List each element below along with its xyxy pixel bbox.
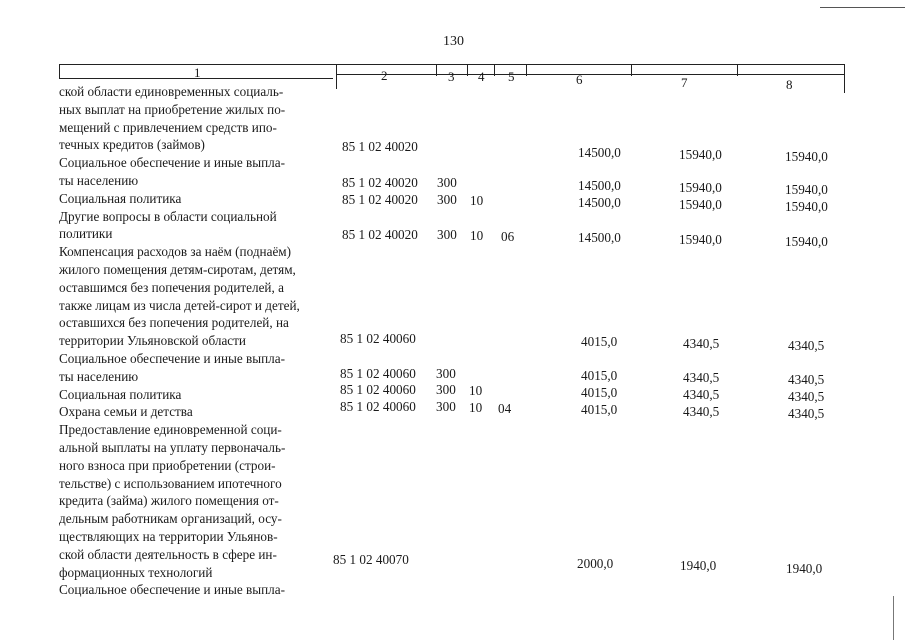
description-line: дельным работникам организаций, осу- — [59, 511, 282, 527]
value-col-6: 14500,0 — [578, 230, 621, 245]
scan-edge-top — [820, 7, 905, 8]
description-line: ных выплат на приобретение жилых по- — [59, 101, 286, 117]
value-col-6: 4015,0 — [581, 385, 618, 400]
csr-code: 85 1 02 40060 — [340, 366, 416, 381]
value-col-8: 4340,5 — [788, 406, 825, 421]
header-col-2: 2 — [381, 68, 388, 83]
value-col-8: 4340,5 — [788, 389, 825, 404]
description-line: ществляющих на территории Ульянов- — [59, 528, 278, 544]
description-line: ного взноса при приобретении (строи- — [59, 457, 276, 473]
description-line: Другие вопросы в области социальной — [59, 208, 277, 224]
description-line: тельстве) с использованием ипотечного — [59, 475, 282, 491]
description-line: Социальное обеспечение и иные выпла- — [59, 582, 285, 598]
description-line: ской области единовременных социаль- — [59, 84, 284, 99]
rz-code: 10 — [470, 193, 484, 208]
description-line: Социальная политика — [59, 386, 182, 402]
value-col-6: 14500,0 — [578, 178, 621, 193]
value-col-6: 14500,0 — [578, 195, 621, 210]
description-line: формационных технологий — [59, 564, 213, 580]
vr-code: 300 — [437, 227, 457, 242]
csr-code: 85 1 02 40020 — [342, 192, 418, 207]
value-col-7: 15940,0 — [679, 232, 722, 247]
header-col-6: 6 — [576, 72, 583, 87]
vr-code: 300 — [436, 399, 456, 414]
description-line: Социальное обеспечение и иные выпла- — [59, 155, 285, 171]
value-col-8: 4340,5 — [788, 372, 825, 387]
csr-code: 85 1 02 40020 — [342, 139, 418, 154]
col-divider — [526, 64, 527, 76]
value-col-7: 4340,5 — [683, 336, 720, 351]
value-col-7: 15940,0 — [679, 180, 722, 195]
header-col-3: 3 — [448, 69, 455, 84]
csr-code: 85 1 02 40070 — [333, 552, 409, 567]
value-col-8: 1940,0 — [786, 561, 823, 576]
description-line: Социальное обеспечение и иные выпла- — [59, 350, 285, 366]
value-col-7: 4340,5 — [683, 404, 720, 419]
pr-code: 06 — [501, 229, 515, 244]
rz-code: 10 — [469, 383, 483, 398]
header-mid-line-right — [336, 74, 845, 75]
rz-code: 10 — [469, 400, 483, 415]
value-col-6: 4015,0 — [581, 334, 618, 349]
value-col-8: 15940,0 — [785, 199, 828, 214]
col-divider — [494, 64, 495, 76]
vr-code: 300 — [437, 192, 457, 207]
value-col-6: 4015,0 — [581, 368, 618, 383]
value-col-8: 4340,5 — [788, 338, 825, 353]
description-line: территории Ульяновской области — [59, 333, 246, 349]
description-line: Охрана семьи и детства — [59, 404, 193, 420]
value-col-6: 2000,0 — [577, 556, 614, 571]
header-col-7: 7 — [681, 75, 688, 90]
description-line: альной выплаты на уплату первоначаль- — [59, 439, 286, 455]
header-col-5: 5 — [508, 69, 515, 84]
col-divider — [631, 64, 632, 76]
value-col-8: 15940,0 — [785, 234, 828, 249]
description-line: Социальная политика — [59, 190, 182, 206]
value-col-7: 15940,0 — [679, 147, 722, 162]
rz-code: 10 — [470, 228, 484, 243]
csr-code: 85 1 02 40060 — [340, 382, 416, 397]
vr-code: 300 — [437, 175, 457, 190]
description-line: Компенсация расходов за наём (поднаём) — [59, 244, 292, 260]
col-divider — [336, 64, 337, 89]
header-col-4: 4 — [478, 69, 485, 84]
vr-code: 300 — [436, 382, 456, 397]
description-line: оставшимся без попечения родителей, а — [59, 279, 284, 295]
csr-code: 85 1 02 40060 — [340, 331, 416, 346]
page-number: 130 — [443, 34, 464, 49]
csr-code: 85 1 02 40060 — [340, 399, 416, 414]
description-line: жилого помещения детям-сиротам, детям, — [59, 261, 296, 277]
value-col-7: 4340,5 — [683, 370, 720, 385]
value-col-8: 15940,0 — [785, 182, 828, 197]
header-top-line — [59, 64, 845, 65]
value-col-7: 1940,0 — [680, 558, 717, 573]
scan-edge-right — [893, 596, 894, 640]
description-line: ской области деятельность в сфере ин- — [59, 546, 277, 562]
value-col-8: 15940,0 — [785, 149, 828, 164]
description-line: течных кредитов (займов) — [59, 137, 205, 153]
description-line: также лицам из числа детей-сирот и детей, — [59, 297, 300, 313]
description-line: политики — [59, 226, 113, 242]
description-line: ты населению — [59, 368, 139, 384]
description-line: кредита (займа) жилого помещения от- — [59, 493, 279, 509]
description-line: оставшихся без попечения родителей, на — [59, 315, 289, 331]
csr-code: 85 1 02 40020 — [342, 175, 418, 190]
col-divider — [737, 64, 738, 76]
description-column — [59, 83, 333, 599]
value-col-7: 4340,5 — [683, 387, 720, 402]
pr-code: 04 — [498, 401, 512, 416]
header-col-1: 1 — [194, 65, 201, 80]
col-divider — [844, 64, 845, 93]
description-line: Предоставление единовременной соци- — [59, 422, 282, 438]
description-line: мещений с привлечением средств ипо- — [59, 119, 277, 135]
value-col-6: 14500,0 — [578, 145, 621, 160]
vr-code: 300 — [436, 366, 456, 381]
col-divider — [436, 64, 437, 76]
description-line: ты населению — [59, 172, 139, 188]
value-col-6: 4015,0 — [581, 402, 618, 417]
value-col-7: 15940,0 — [679, 197, 722, 212]
csr-code: 85 1 02 40020 — [342, 227, 418, 242]
header-col-8: 8 — [786, 77, 793, 92]
col-divider — [59, 64, 60, 78]
col-divider — [467, 64, 468, 76]
